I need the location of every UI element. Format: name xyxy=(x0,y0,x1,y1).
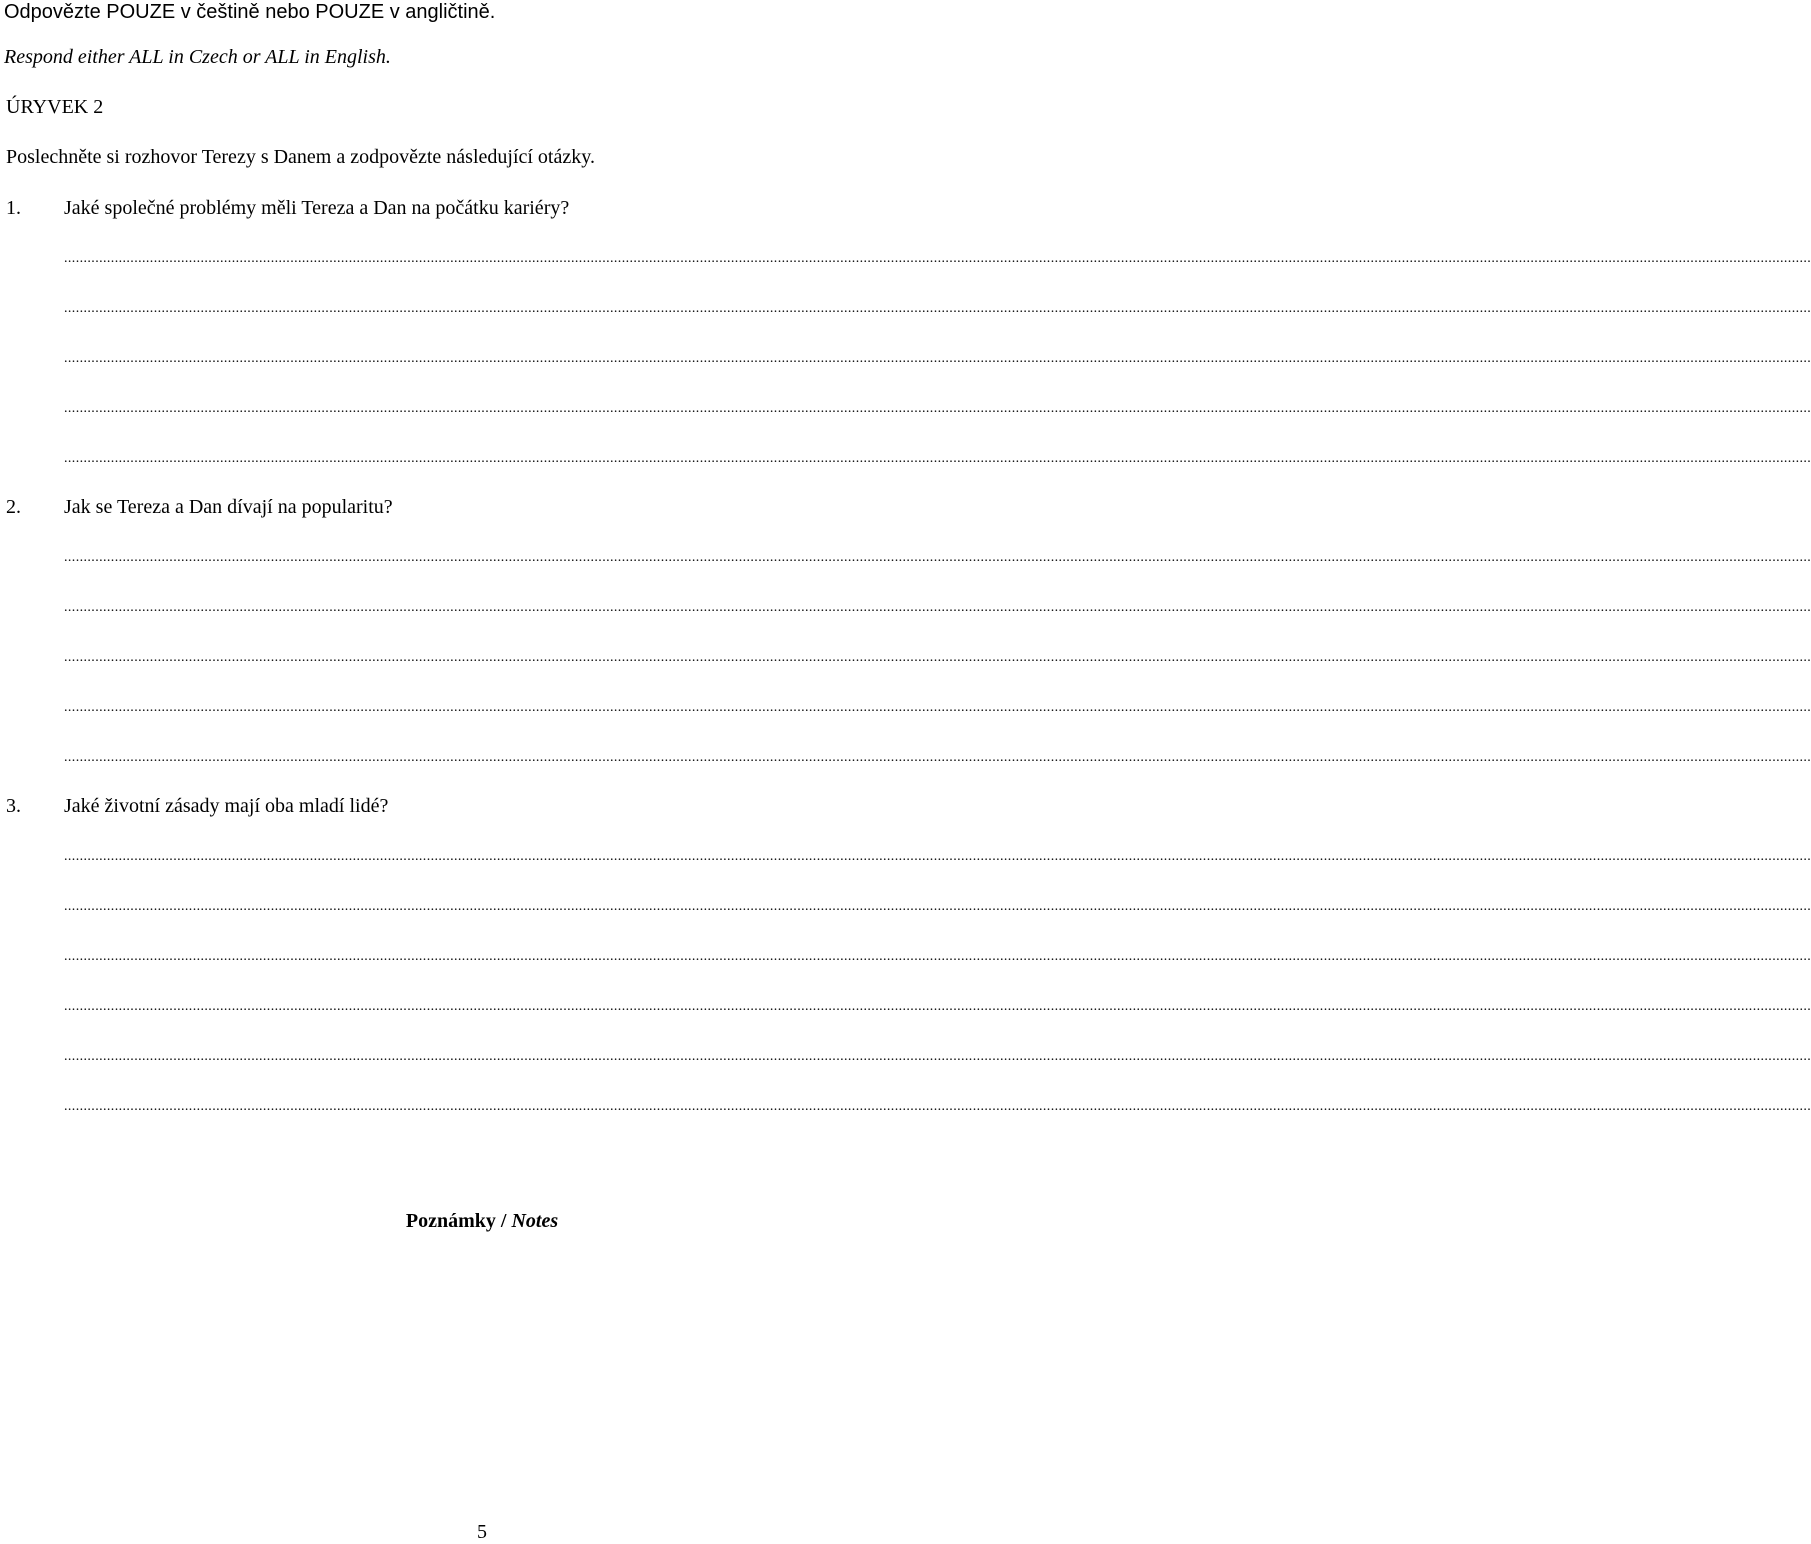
answer-line[interactable]: ................................................................................................................................................................................................................................................................................................................................................................................................................................................................ xyxy=(64,600,1811,615)
answer-line[interactable]: ................................................................................................................................................................................................................................................................................................................................................................................................................................................................ xyxy=(64,550,1811,565)
question-2-number: 2. xyxy=(6,496,21,518)
answer-line[interactable]: ................................................................................................................................................................................................................................................................................................................................................................................................................................................................ xyxy=(64,301,1811,316)
answer-line[interactable]: ................................................................................................................................................................................................................................................................................................................................................................................................................................................................ xyxy=(64,750,1811,765)
answer-line[interactable]: ................................................................................................................................................................................................................................................................................................................................................................................................................................................................ xyxy=(64,999,1811,1014)
answer-line[interactable]: ................................................................................................................................................................................................................................................................................................................................................................................................................................................................ xyxy=(64,700,1811,715)
instruction-czech: Odpovězte POUZE v češtině nebo POUZE v angličtině. xyxy=(4,1,496,23)
page-number: 5 xyxy=(477,1521,487,1543)
answer-line[interactable]: ................................................................................................................................................................................................................................................................................................................................................................................................................................................................ xyxy=(64,949,1811,964)
question-3-number: 3. xyxy=(6,795,21,817)
answer-line[interactable]: ................................................................................................................................................................................................................................................................................................................................................................................................................................................................ xyxy=(64,451,1811,466)
instruction-english: Respond either ALL in Czech or ALL in English. xyxy=(4,46,391,68)
notes-label-english: Notes xyxy=(511,1210,559,1232)
answer-line[interactable]: ................................................................................................................................................................................................................................................................................................................................................................................................................................................................ xyxy=(64,401,1811,416)
notes-heading xyxy=(0,1209,964,1233)
answer-line[interactable]: ................................................................................................................................................................................................................................................................................................................................................................................................................................................................ xyxy=(64,351,1811,366)
answer-line[interactable]: ................................................................................................................................................................................................................................................................................................................................................................................................................................................................ xyxy=(64,1049,1811,1064)
question-3-text: Jaké životní zásady mají oba mladí lidé? xyxy=(64,795,389,817)
answer-line[interactable]: ................................................................................................................................................................................................................................................................................................................................................................................................................................................................ xyxy=(64,251,1811,266)
answer-line[interactable]: ................................................................................................................................................................................................................................................................................................................................................................................................................................................................ xyxy=(64,1099,1811,1114)
answer-line[interactable]: ................................................................................................................................................................................................................................................................................................................................................................................................................................................................ xyxy=(64,849,1811,864)
question-1-number: 1. xyxy=(6,197,21,219)
question-1-text: Jaké společné problémy měli Tereza a Dan na počátku kariéry? xyxy=(64,197,570,219)
notes-label-czech: Poznámky / xyxy=(405,1210,512,1232)
answer-line[interactable]: ................................................................................................................................................................................................................................................................................................................................................................................................................................................................ xyxy=(64,650,1811,665)
question-2-text: Jak se Tereza a Dan dívají na popularitu? xyxy=(64,496,393,518)
section-intro: Poslechněte si rozhovor Terezy s Danem a zodpovězte následující otázky. xyxy=(6,146,595,168)
section-title: ÚRYVEK 2 xyxy=(6,96,104,118)
answer-line[interactable]: ................................................................................................................................................................................................................................................................................................................................................................................................................................................................ xyxy=(64,899,1811,914)
